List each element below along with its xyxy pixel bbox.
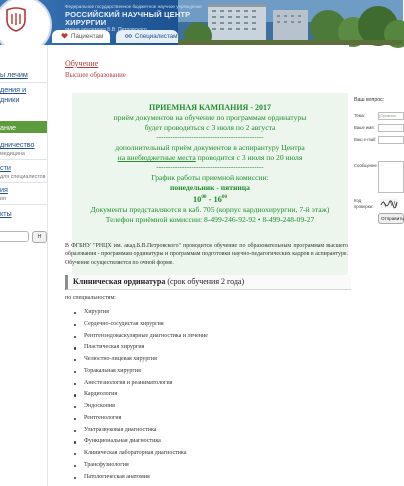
message-textarea[interactable] bbox=[378, 161, 404, 193]
topic-label: Тема: bbox=[354, 113, 366, 118]
sidebar-item-news[interactable]: сти bbox=[0, 163, 11, 172]
question-form-panel bbox=[350, 45, 404, 486]
breadcrumb-link-education[interactable]: Обучение bbox=[65, 59, 99, 68]
sidebar-item-history[interactable]: ия bbox=[0, 185, 8, 194]
list-item: Сердечно-сосудистая хирургия bbox=[72, 319, 208, 331]
ordinatura-title-duration: (срок обучения 2 года) bbox=[165, 277, 245, 286]
campaign-line-1: приём документов на обучение по программам ординатуры bbox=[113, 113, 307, 122]
campaign-extrabudget-link[interactable]: на внебюджетные места bbox=[117, 153, 196, 162]
organization-name bbox=[65, 5, 215, 33]
campaign-title: ПРИЕМНАЯ КАМПАНИЯ - 2017 bbox=[148, 103, 271, 112]
campaign-line-4-text: проводится с 3 июля по 20 июля bbox=[195, 153, 303, 162]
send-button[interactable]: Отправить bbox=[378, 213, 404, 224]
email-label: Ваш e-mail: bbox=[354, 137, 377, 142]
sidebar-item-departments-cont[interactable]: дники bbox=[0, 95, 20, 104]
list-item: Трансфузиология bbox=[72, 460, 208, 472]
site-header bbox=[0, 0, 400, 45]
tab-specialists-label: Специалистам bbox=[135, 33, 178, 40]
list-item: Рентгенология bbox=[72, 413, 208, 425]
campaign-separator: ---------------------------------------------- bbox=[156, 133, 264, 141]
list-item: Ультразвуковая диагностика bbox=[72, 425, 208, 437]
sidebar-divider bbox=[0, 182, 47, 183]
specialties-list bbox=[72, 307, 208, 483]
breadcrumb-current: Высшее образование bbox=[65, 72, 126, 79]
hours-to-min: 00 bbox=[221, 194, 228, 200]
sidebar-subitem-specialists[interactable]: для специалистов bbox=[0, 174, 46, 180]
list-item: Анестезиология и реаниматология bbox=[72, 378, 208, 390]
hours-to: 16 bbox=[213, 194, 222, 204]
heart-icon bbox=[61, 33, 68, 39]
message-label: Сообщение: bbox=[354, 163, 378, 168]
sidebar-item-treatment[interactable]: ы лечим bbox=[0, 70, 28, 79]
list-item: Эндоскопия bbox=[72, 401, 208, 413]
intro-paragraph: В ФГБНУ "РНЦХ им. акад.Б.В.Петровского" проводится обучение по образовательным программам высшего образования - программам ординатуры и программам подготовки научно-педагогических кадров в аспирантуре. Обучение осуществляется по очной форме. bbox=[65, 243, 348, 266]
main-content bbox=[48, 45, 349, 486]
glasses-icon bbox=[125, 33, 132, 39]
list-item: Кардиология bbox=[72, 389, 208, 401]
campaign-line-4 bbox=[72, 153, 348, 162]
left-sidebar bbox=[0, 45, 47, 486]
list-item: Хирургия bbox=[72, 307, 208, 319]
email-field[interactable] bbox=[378, 136, 404, 144]
captcha-label-cont: проверки: bbox=[354, 204, 374, 209]
org-name-line2: РОССИЙСКИЙ НАУЧНЫЙ ЦЕНТР ХИРУРГИИ bbox=[65, 9, 191, 27]
hours-from: 10 bbox=[192, 194, 202, 204]
tab-patients-label: Пациентам bbox=[71, 33, 104, 40]
sidebar-subitem-history[interactable]: ия bbox=[0, 196, 6, 202]
campaign-hours bbox=[72, 194, 348, 204]
name-label: Ваше имя: bbox=[354, 125, 375, 130]
sidebar-search-input[interactable] bbox=[0, 231, 29, 242]
sidebar-item-contacts[interactable]: кты bbox=[0, 209, 12, 218]
ordinatura-heading bbox=[65, 275, 351, 290]
specialties-label: по специальностям: bbox=[65, 295, 116, 301]
sidebar-subitem-medicine[interactable]: медицина bbox=[0, 151, 25, 157]
campaign-location: Документы представляются в каб. 705 (корпус кардиохирургии, 7-й этаж) bbox=[90, 205, 330, 214]
question-form-title: Ваш вопрос: bbox=[354, 97, 385, 103]
sidebar-search-button[interactable]: Н bbox=[32, 231, 47, 243]
list-item: Клиническая лабораторная диагностика bbox=[72, 448, 208, 460]
captcha-image bbox=[380, 199, 398, 208]
campaign-weekdays: понедельник - пятница bbox=[170, 183, 250, 192]
campaign-phone: Телефон приёмной комиссии: 8-499-246-92-92 • 8-499-248-09-27 bbox=[105, 215, 315, 224]
captcha-label: Код bbox=[354, 198, 362, 203]
logo-emblem-icon bbox=[4, 6, 28, 32]
list-item: Торакальная хирургия bbox=[72, 366, 208, 378]
tab-patients[interactable] bbox=[52, 30, 110, 43]
campaign-separator: ---------------------------------------------- bbox=[156, 163, 264, 171]
tab-specialists[interactable] bbox=[116, 30, 178, 43]
campaign-schedule-label: График работы приемной комиссии: bbox=[151, 173, 269, 182]
sidebar-item-cooperation[interactable]: дничество bbox=[0, 140, 35, 149]
campaign-line-2: будет проводиться с 3 июля по 2 августа bbox=[144, 123, 276, 132]
list-item: Патологическая анатомия bbox=[72, 472, 208, 484]
sidebar-divider bbox=[0, 159, 47, 160]
name-field[interactable] bbox=[378, 124, 404, 132]
ordinatura-title-bold: Клиническая ординатура bbox=[73, 277, 166, 286]
hours-dash: - bbox=[206, 194, 214, 204]
list-item: Пластическая хирургия bbox=[72, 342, 208, 354]
sidebar-divider bbox=[0, 204, 47, 205]
list-item: Рентгенэндоваскулярные диагностика и лечение bbox=[72, 331, 208, 343]
list-item: Челюстно-лицевая хирургия bbox=[72, 354, 208, 366]
org-name-line3: Б.В. bbox=[107, 26, 117, 33]
org-name-line1: Федеральное государственное бюджетное научное учреждение bbox=[65, 4, 202, 9]
topic-select[interactable]: (Организ bbox=[378, 112, 404, 120]
list-item: Функциональная диагностика bbox=[72, 436, 208, 448]
campaign-line-3: дополнительный приём документов в аспирантуру Центра bbox=[115, 143, 305, 152]
sidebar-item-education[interactable]: ание bbox=[0, 123, 16, 132]
ordinatura-title bbox=[73, 277, 244, 286]
sidebar-divider bbox=[0, 82, 47, 83]
hours-from-min: 00 bbox=[201, 194, 207, 200]
sidebar-item-departments[interactable]: дения и bbox=[0, 85, 27, 94]
